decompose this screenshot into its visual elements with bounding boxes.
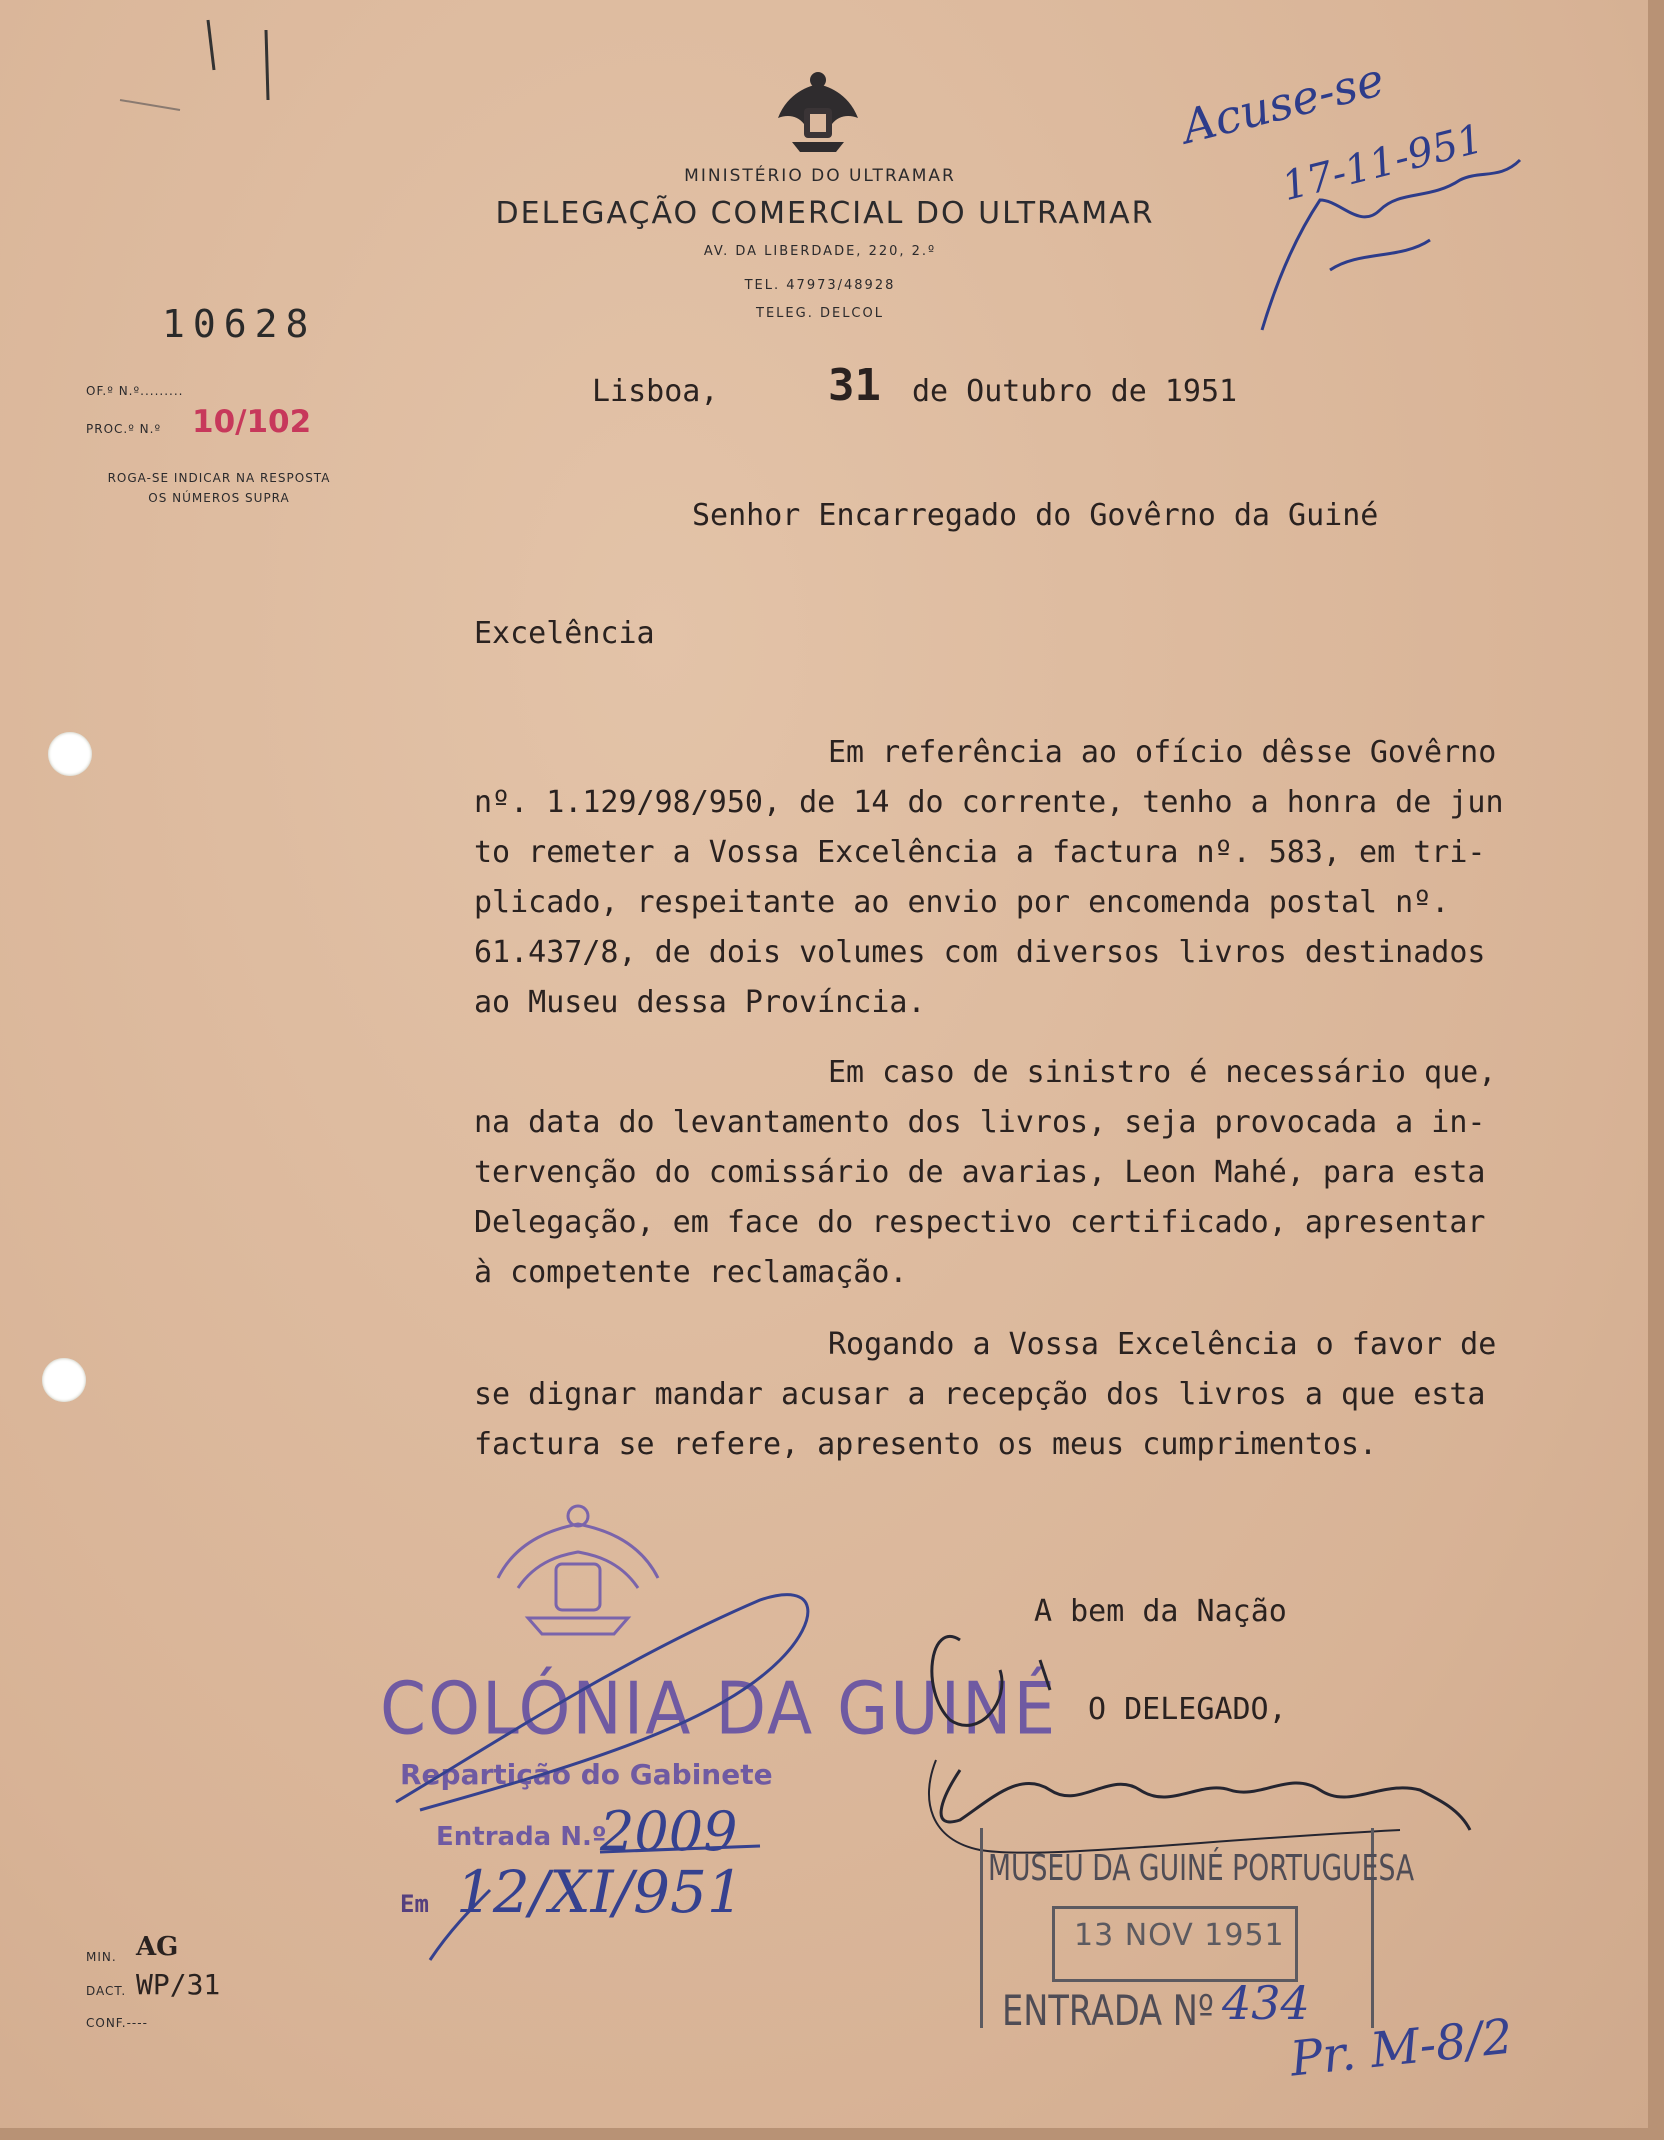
museu-stamp-annotation: Pr. M-8/2 bbox=[1287, 2008, 1516, 2088]
salutation: Excelência bbox=[474, 616, 655, 651]
text-line: 61.437/8, de dois volumes com diversos livros destinados bbox=[474, 935, 1486, 970]
addressee: Senhor Encarregado do Govêrno da Guiné bbox=[692, 498, 1379, 533]
dact-value: WP/31 bbox=[136, 1968, 221, 2001]
ministry-name: MINISTÉRIO DO ULTRAMAR bbox=[684, 166, 956, 186]
text-line: factura se refere, apresento os meus cumprimentos. bbox=[474, 1427, 1378, 1462]
text-line: ao Museu dessa Província. bbox=[474, 985, 926, 1020]
conf-label: CONF.---- bbox=[86, 2016, 148, 2030]
text-line: to remeter a Vossa Excelência a factura nº. 583, em tri- bbox=[474, 835, 1486, 870]
colonia-stamp-title: COLÓNIA DA GUINÉ bbox=[380, 1666, 1058, 1751]
organization-name: DELEGAÇÃO COMERCIAL DO ULTRAMAR bbox=[495, 196, 1155, 231]
handwritten-note-line2: 17-11-951 bbox=[1277, 115, 1488, 211]
handwritten-note-line1: Acuse-se bbox=[1176, 51, 1390, 155]
text-line: Em caso de sinistro é necessário que, bbox=[828, 1055, 1497, 1090]
colonia-stamp-entrada-label: Entrada N.º bbox=[436, 1822, 607, 1852]
text-line: plicado, respeitante ao envio por encomenda postal nº. bbox=[474, 885, 1450, 920]
proc-number-value: 10/102 bbox=[192, 404, 312, 440]
signatory-title: O DELEGADO, bbox=[1088, 1692, 1287, 1727]
proc-number-label: PROC.º N.º bbox=[86, 422, 162, 436]
text-line: Delegação, em face do respectivo certificado, apresentar bbox=[474, 1205, 1486, 1240]
text-line: Rogando a Vossa Excelência o favor de bbox=[828, 1327, 1497, 1362]
date-month-year: de Outubro de 1951 bbox=[912, 374, 1238, 409]
of-number-label: OF.º N.º......... bbox=[86, 384, 184, 398]
colonia-stamp-entrada-number: 2009 bbox=[600, 1800, 738, 1863]
text-line: nº. 1.129/98/950, de 14 do corrente, tenho a honra de jun bbox=[474, 785, 1504, 820]
telegraph: TELEG. DELCOL bbox=[756, 306, 884, 321]
reply-request-note: ROGA-SE INDICAR NA RESPOSTA OS NÚMEROS SUPRA bbox=[107, 471, 331, 505]
text-line: à competente reclamação. bbox=[474, 1255, 908, 1290]
min-label: MIN. bbox=[86, 1950, 117, 1964]
address: AV. DA LIBERDADE, 220, 2.º bbox=[703, 244, 937, 259]
min-value: AG bbox=[136, 1932, 179, 1962]
museu-stamp-entrada-label: ENTRADA Nº bbox=[1002, 1986, 1214, 2035]
colonia-stamp-subtitle: Repartição do Gabinete bbox=[400, 1758, 773, 1791]
museu-stamp-entrada-number: 434 bbox=[1222, 1976, 1310, 2030]
reference-number: 10628 bbox=[162, 302, 317, 346]
museu-stamp-title: MUSEU DA GUINÉ PORTUGUESA bbox=[988, 1848, 1415, 1889]
telephone: TEL. 47973/48928 bbox=[744, 278, 896, 293]
colonia-stamp-date-value: 12/XI/951 bbox=[456, 1858, 744, 1926]
museu-stamp-date: 13 NOV 1951 bbox=[1074, 1918, 1285, 1953]
dact-label: DACT. bbox=[86, 1984, 127, 1998]
date-day: 31 bbox=[828, 360, 881, 411]
colonia-stamp-date-label: Em bbox=[400, 1890, 429, 1918]
text-line: na data do levantamento dos livros, seja provocada a in- bbox=[474, 1105, 1486, 1140]
text-line: tervenção do comissário de avarias, Leon Mahé, para esta bbox=[474, 1155, 1486, 1190]
closing-formula: A bem da Nação bbox=[1034, 1594, 1287, 1629]
text-line: Em referência ao ofício dêsse Govêrno bbox=[828, 735, 1497, 770]
date-city: Lisboa, bbox=[592, 374, 719, 409]
text-line: se dignar mandar acusar a recepção dos livros a que esta bbox=[474, 1377, 1486, 1412]
